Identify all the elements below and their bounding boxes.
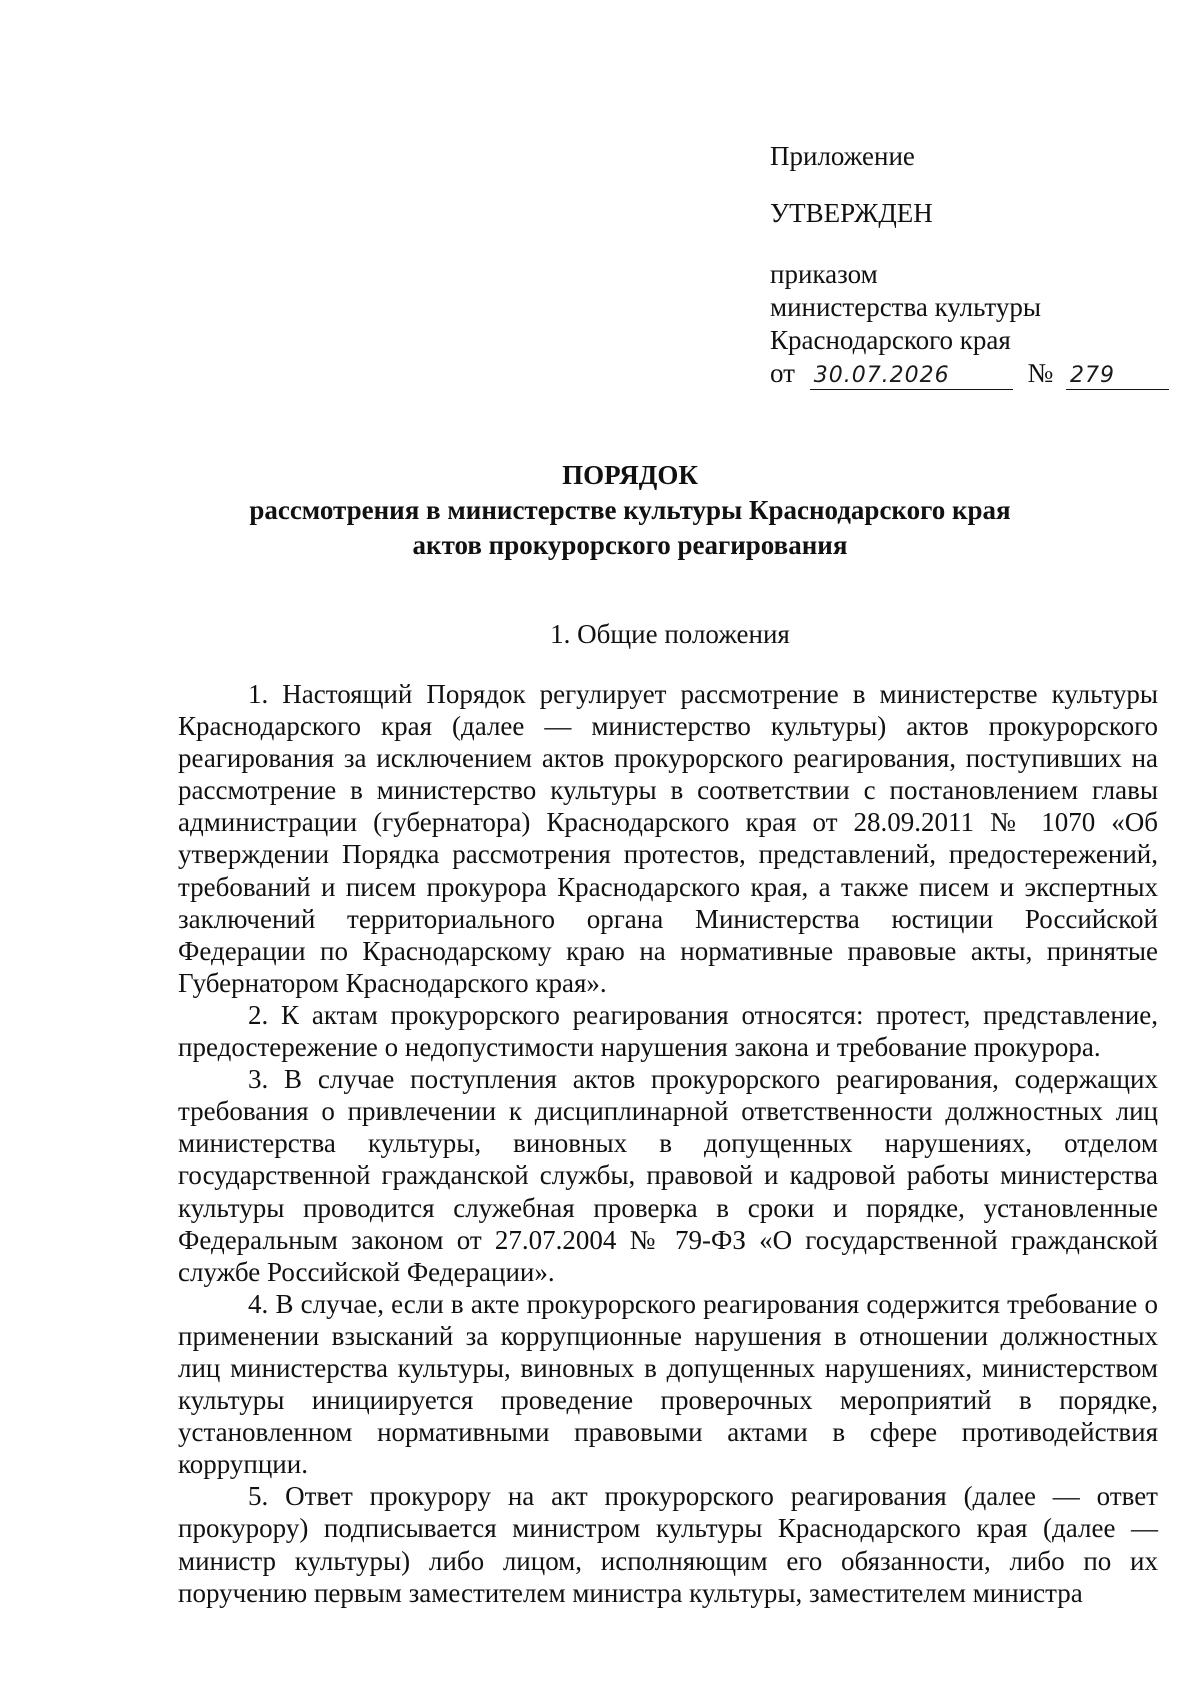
paragraph: 3. В случае поступления актов прокурорского реагирования, содержащих требования о привлечении к дисциплинарной ответственности должностных лиц министерства культуры, виновных в допущенных нарушениях, отделом государственной гражданской службы, правовой и кадровой работы министерства культуры проводится служебная проверка в сроки и порядке, установленные Федеральным законом от 27.07.2004 № 79-ФЗ «О государственной гражданской службе Российской Федерации». [178, 1064, 1158, 1287]
number-sign: № [1027, 358, 1054, 388]
appendix-label: Приложение [770, 141, 915, 171]
order-line: приказом [770, 259, 878, 289]
handwritten-date: 30.07.2026 [810, 363, 1013, 390]
title-subtitle-line: рассмотрения в министерстве культуры Краснодарского края [249, 495, 1011, 525]
section-heading: 1. Общие положения [550, 619, 790, 649]
document-body [178, 678, 1158, 1609]
paragraph: 1. Настоящий Порядок регулирует рассмотрение в министерстве культуры Краснодарского края (далее — министерство культуры) актов прокурорского реагирования за исключением актов прокурорского реагирования, поступивших на рассмотрение в министерство культуры в соответствии с постановлением главы администрации (губернатора) Краснодарского края от 28.09.2011 № 1070 «Об утверждении Порядка рассмотрения протестов, представлений, предостережений, требований и писем прокурора Краснодарского края, а также писем и экспертных заключений территориального органа Министерства юстиции Российской Федерации по Краснодарскому краю на нормативные правовые акты, принятые Губернатором Краснодарского края». [178, 679, 1158, 998]
title-subtitle-line: актов прокурорского реагирования [412, 530, 848, 560]
approval-stamp-block [770, 140, 1150, 390]
title-main: ПОРЯДОК [562, 460, 698, 490]
order-line: Краснодарского края [770, 325, 1011, 355]
approved-label: УТВЕРЖДЕН [770, 198, 933, 228]
handwritten-number: 279 [1066, 363, 1169, 390]
paragraph: 2. К актам прокурорского реагирования относятся: протест, представление, предостережение о недопустимости нарушения закона и требование прокурора. [178, 999, 1158, 1063]
from-prefix: от [770, 358, 795, 388]
paragraph: 5. Ответ прокурору на акт прокурорского реагирования (далее — ответ прокурору) подписывается министром культуры Краснодарского края (далее — министр культуры) либо лицом, исполняющим его обязанности, либо по их поручению первым заместителем министра культуры, заместителем министра [178, 1481, 1158, 1608]
order-line: министерства культуры [770, 292, 1042, 322]
order-date-number-line [770, 357, 1150, 390]
document-title [130, 458, 1130, 563]
paragraph: 4. В случае, если в акте прокурорского реагирования содержится требование о применении взысканий за коррупционные нарушения в отношении должностных лиц министерства культуры, виновных в допущенных нарушениях, министерством культуры инициируется проведение проверочных мероприятий в порядке, установленном нормативными правовыми актами в сфере противодействия коррупции. [178, 1288, 1158, 1480]
